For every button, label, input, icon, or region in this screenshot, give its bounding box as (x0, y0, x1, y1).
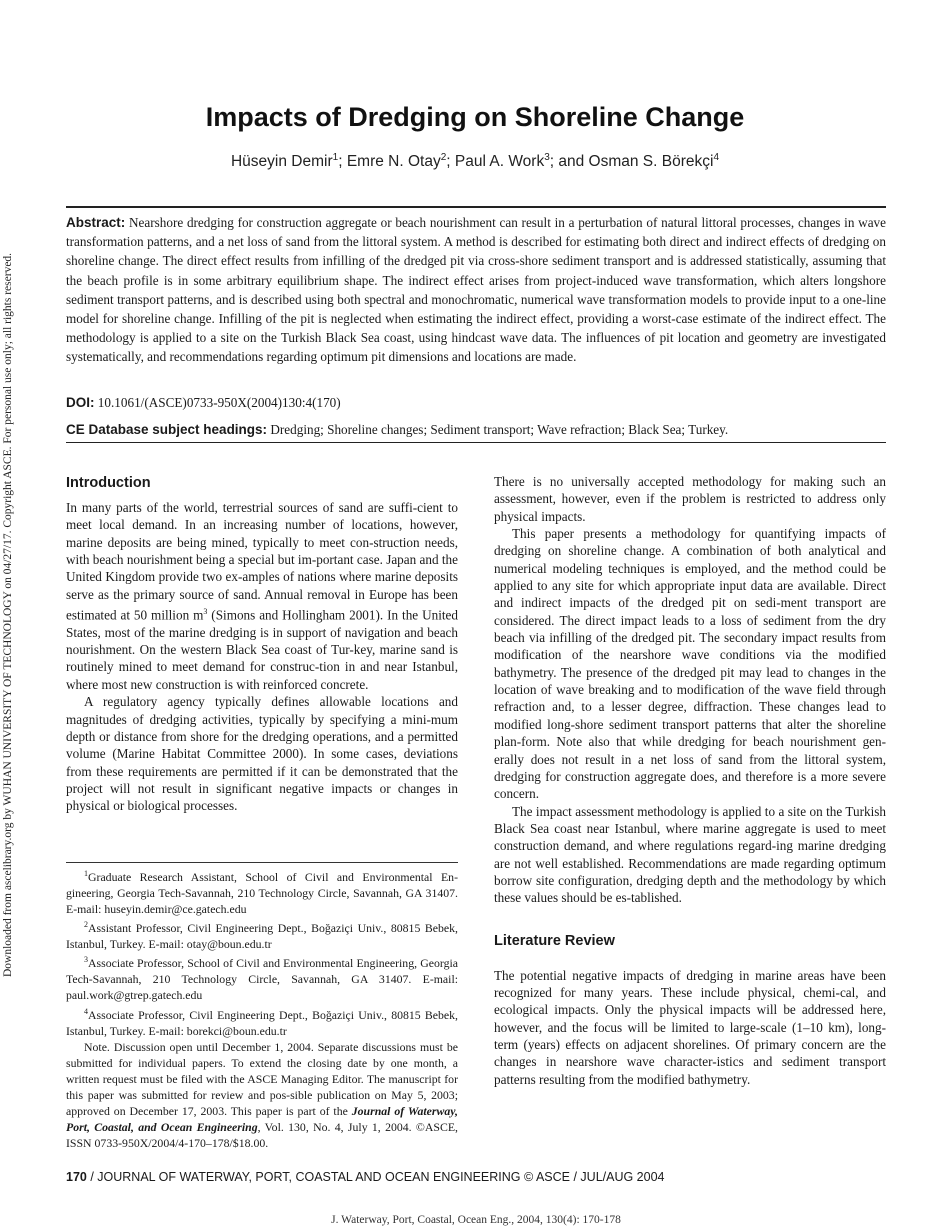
footnote (66, 866, 458, 917)
footnote-mark: 2 (84, 920, 88, 930)
author-affiliation-mark: 1 (332, 152, 339, 163)
footnotes (66, 866, 458, 1151)
journal-footer-text: / JOURNAL OF WATERWAY, PORT, COASTAL AND OCEAN ENGINEERING © ASCE / JUL/AUG 2004 (86, 1170, 665, 1184)
author-list (60, 152, 890, 171)
page-number: 170 (66, 1170, 87, 1184)
doi-label: DOI: (66, 395, 95, 410)
author-name: Hüseyin Demir (230, 153, 333, 171)
citation-line: J. Waterway, Port, Coastal, Ocean Eng., 2004, 130(4): 170-178 (331, 1214, 621, 1226)
editorial-note (66, 1039, 458, 1152)
author-name: Osman S. Börekçi (588, 153, 714, 171)
abstract-label: Abstract: (66, 215, 126, 230)
paragraph (66, 499, 458, 693)
paragraph-text: (Simons and Hollingham 2001). In the United States, most of the marine dredging is in support of navigation and beach nourishment. On the western Black Sea coast of Tur-key, marine sand is routinely mined to meet demand for construc-tion in and near Istanbul, where most new construction is with reinforced concrete. (66, 607, 458, 692)
doi (66, 395, 341, 411)
note-text: , Vol. 130, No. 4, July 1, 2004. ©ASCE, ISSN 0733-950X/2004/4-170–178/$18.00. (66, 1120, 458, 1151)
paragraph-text: In many parts of the world, terrestrial sources of sand are suffi-cient to meet local demand. In an increasing number of locations, however, marine deposits are being mined, typically to meet con-struction needs, with beach nourishment being a special but im-portant case. Japan and the United Kingdom provide two ex-amples of nations where marine deposits serve as the primary source of sand. Annual removal in Europe has been estimated at 50 million m (66, 500, 458, 623)
footnote-mark: 3 (84, 955, 88, 965)
author-affiliation-mark: 4 (713, 152, 720, 163)
footnote-rule (66, 862, 458, 863)
footnote-text: Graduate Research Assistant, School of Civil and Environmental En-gineering, Georgia Tech-Savannah, 210 Technology Circle, Savannah, GA 31407. E-mail: huseyin.demir@ce.gatech.edu (66, 869, 458, 917)
footnote (66, 917, 458, 952)
abstract-text: Nearshore dredging for construction aggregate or beach nourishment can result in a perturbation of natural littoral processes, changes in wave transformation patterns, and a net loss of sand from the littoral system. A method is described for estimating both direct and indirect effects of dredging on shoreline change. The direct effect results from infilling of the dredged pit via cross-shore sediment transport and is addressed statistically, assuming that the beach profile is in some arbitrary equilibrium shape. The indirect effect arises from project-induced wave transformation, which alters longshore sediment transport patterns, and is described using both spectral and monochromatic, numerical wave transformation models to provide input to a one-line model for shoreline change. Infilling of the pit is neglected when estimating the indirect effect, providing a worst-case estimate of the indirect effect. The methodology is applied to a site on the Turkish Black Sea coast, using hindcast wave data. The influences of pit location and geometry are investigated systematically, and recommendations regarding optimum pit dimensions and locations are made. (66, 215, 886, 365)
subject-headings-value: Dredging; Shoreline changes; Sediment transport; Wave refraction; Black Sea; Turkey. (270, 422, 729, 437)
author-affiliation-mark: 3 (544, 152, 550, 163)
journal-name: Journal of Waterway, Port, Coastal, and Ocean Engineering (66, 1104, 458, 1135)
section-heading-introduction: Introduction (66, 475, 151, 491)
abstract-bottom-rule (66, 442, 886, 443)
section-heading-literature-review: Literature Review (494, 932, 615, 949)
footnote (66, 1004, 458, 1039)
footnote (66, 952, 458, 1003)
doi-value[interactable]: 10.1061/(ASCE)0733-950X(2004)130:4(170) (97, 395, 341, 410)
left-column (66, 473, 458, 815)
paper-title: Impacts of Dredging on Shoreline Change (205, 102, 745, 132)
author-name: Emre N. Otay (346, 153, 441, 171)
paragraph: This paper presents a methodology for quantifying impacts of dredging on shoreline change. A combination of both analytical and numerical modeling techniques is employed, and the method could be applied to any site for which appropriate input data are available. Direct and indirect impacts of the dredged pit on sedi-ment transport are considered. The direct impact leads to a loss of sediment from the dry beach via infilling of the dredged pit. The secondary impact results from modification of the nearshore wave conditions via the modified bathymetry. The presence of the dredged pit may lead to changes in the location of wave breaking and to modification of the wave field through refraction and, to a lesser degree, diffraction. These changes lead to modified long-shore sediment transport patterns that alter the shoreline plan-form. Note also that while dredging for beach nourishment gen-erally does not result in a net loss of sand from the littoral system, dredging for construction aggregate does, and therefore is a more severe concern. (494, 526, 886, 802)
footnote-mark: 4 (84, 1006, 88, 1016)
footnote-mark: 1 (84, 869, 88, 878)
superscript: 3 (203, 607, 208, 617)
page-footer (66, 1170, 665, 1184)
author-affiliation-mark: 2 (440, 152, 447, 163)
subject-headings (66, 422, 886, 438)
author-separator: ; (446, 153, 455, 171)
subject-headings-label: CE Database subject headings: (66, 422, 268, 437)
paragraph: The impact assessment methodology is applied to a site on the Turkish Black Sea coast near Istanbul, where marine aggregate is used to meet construction demand, and where regulations regard-ing marine dredging are not well established. Recommendations are made regarding optimum borrow site configuration, dredging depth and the methodology by which these values should be es-tablished. (494, 803, 886, 906)
footnote-text: Assistant Professor, Civil Engineering Dept., Boğaziçi Univ., 80815 Bebek, Istanbul, Turkey. E-mail: otay@boun.edu.tr (66, 921, 458, 952)
note-text: Note. Discussion open until December 1, 2004. Separate discussions must be submitted for individual papers. To extend the closing date by one month, a written request must be filed with the ASCE Managing Editor. The manuscript for this paper was submitted for review and pos-sible publication on May 5, 2003; approved on December 17, 2003. This paper is part of the (66, 1039, 458, 1118)
footnote-text: Associate Professor, Civil Engineering Dept., Boğaziçi Univ., 80815 Bebek, Istanbul, Turkey. E-mail: borekci@boun.edu.tr (66, 1007, 458, 1038)
paragraph: A regulatory agency typically defines allowable locations and magnitudes of dredging activities, typically by specifying a mini-mum depth or distance from shore for the dredging operations, and a permitted volume (Marine Habitat Committee 2000). In some cases, deviations from these requirements are permitted if it can be demonstrated that the project will not result in significant negative impacts or changes in physical or biological processes. (66, 694, 458, 814)
author-name: Paul A. Work (454, 153, 545, 171)
author-separator: ; (338, 153, 347, 171)
paragraph: There is no universally accepted methodology for making such an assessment, however, even if the problem is restricted to address only physical impacts. (494, 474, 886, 524)
abstract-top-rule (66, 206, 886, 208)
paragraph: The potential negative impacts of dredging in marine areas have been recognized for many years. These include physical, chemi-cal, and ecological impacts. Only the physical impacts will be addressed here, however, and the focus will be limited to large-scale (1–10 km), long-term (years) effects on adjacent shorelines. Of primary concern are the changes in nearshore wave character-istics and sediment transport patterns resulting from the modified bathymetry. (494, 967, 886, 1087)
footnote-text: Associate Professor, School of Civil and Environmental Engineering, Georgia Tech-Savannah, 210 Technology Circle, Savannah, GA 31407. E-mail: paul.work@gtrep.gatech.edu (66, 956, 458, 1003)
download-notice: Downloaded from ascelibrary.org by WUHAN UNIVERSITY OF TECHNOLOGY on 04/27/17. Copyright ASCE. For personal use only; all rights reserved. (2, 252, 14, 978)
right-column (494, 473, 886, 1088)
abstract (66, 213, 886, 367)
author-separator: ; and (549, 153, 589, 171)
